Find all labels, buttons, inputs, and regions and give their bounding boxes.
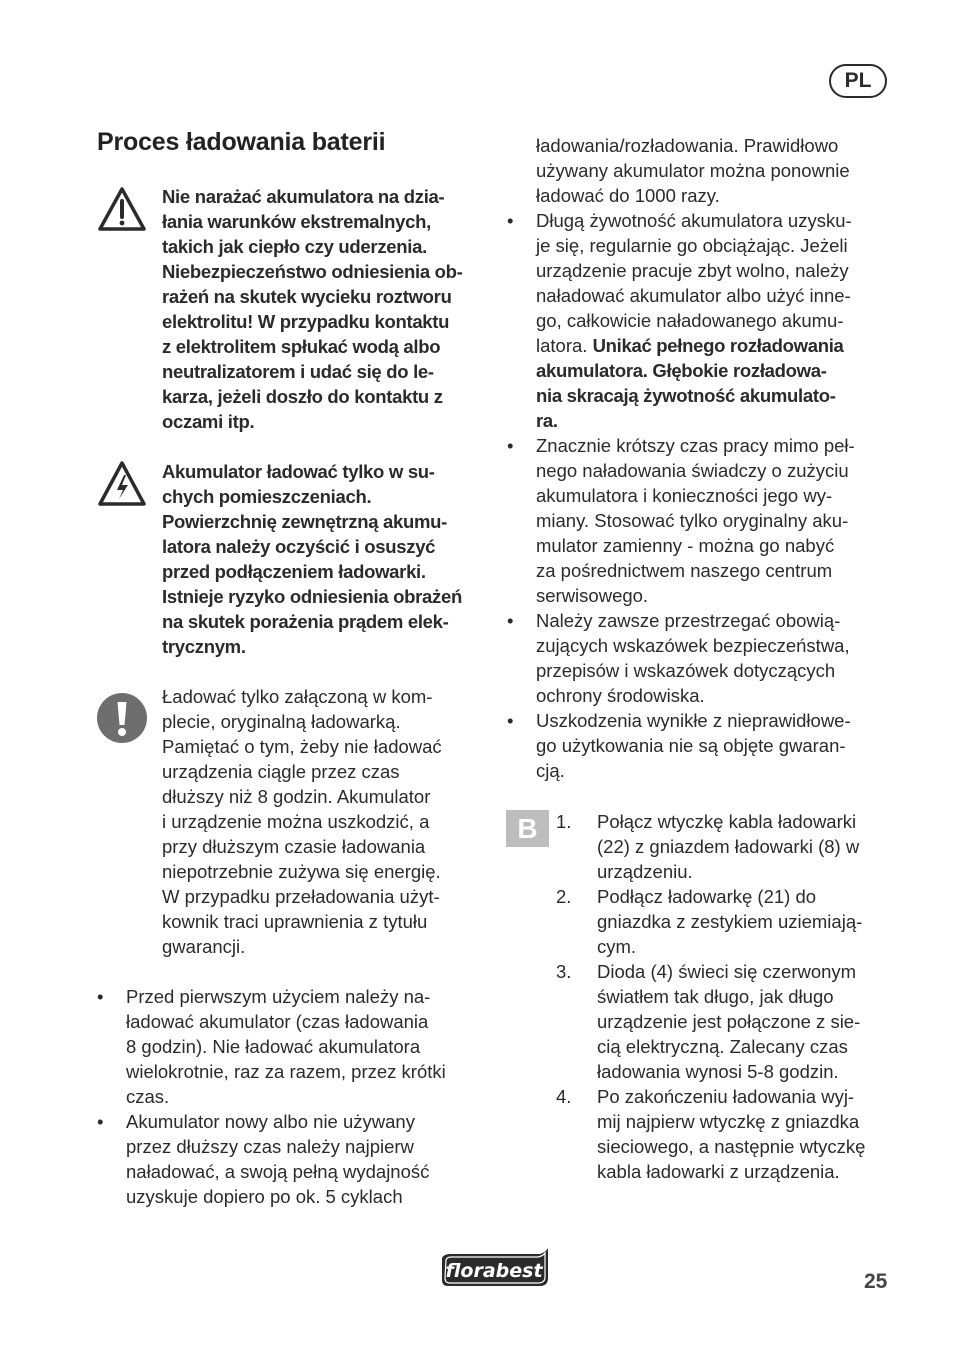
list-item: • Należy zawsze przestrzegać obowią- zujących wskazówek bezpieczeństwa, przepisów i wskazówek dotyczących ochrony środowiska.: [507, 608, 897, 708]
svg-text:florabest: florabest: [445, 1260, 543, 1282]
left-bullet-list: [97, 984, 487, 1209]
step-item: 1. Połącz wtyczkę kabla ładowarki (22) z gniazdem ładowarki (8) w urządzeniu.: [556, 811, 860, 882]
florabest-logo: [438, 1246, 552, 1295]
warning-text-dry-rooms: Akumulator ładować tylko w su- chych pomieszczeniach. Powierzchnię zewnętrzną akumu- latora należy oczyścić i osuszyć przed podłączeniem ładowarki. Istnieje ryzyko odniesienia obrażeń na skutek porażenia prądem elek- trycznym.: [162, 461, 462, 657]
charging-steps-list: [556, 809, 896, 1184]
list-item: • Akumulator nowy albo nie używany przez dłuższy czas należy najpierw naładować, a swoją pełną wydajność uzyskuje dopiero po ok. 5 cyklach: [97, 1109, 487, 1209]
page-title: Proces ładowania baterii: [97, 128, 386, 156]
right-continuation-text: ładowania/rozładowania. Prawidłowo używany akumulator można ponownie ładować do 1000 razy.: [536, 135, 850, 206]
warning-text-extreme-conditions: Nie narażać akumulatora na dzia- łania warunków ekstremalnych, takich jak ciepło czy uderzenia. Niebezpieczeństwo odniesienia ob- rażeń na skutek wycieku roztworu elektrolitu! W przypadku kontaktu z elektrolitem spłukać wodą albo neutralizatorem i udać się do le- karza, jeżeli doszło do kontaktu z oczami itp.: [162, 186, 463, 432]
right-bullet-list: [507, 208, 897, 783]
step-number: 2.: [556, 886, 572, 907]
step-item: 3. Dioda (4) świeci się czerwonym światłem tak długo, jak długo urządzenie jest połączone z sie- cią elektryczną. Zalecany czas ładowania wynosi 5-8 godzin.: [556, 961, 861, 1082]
list-item: • Znacznie krótszy czas pracy mimo peł- nego naładowania świadczy o zużyciu akumulatora i konieczności jego wy- miany. Stosować tylko oryginalny aku- mulator zamienny - można go nabyć za pośrednictwem naszego centrum serwisowego.: [507, 433, 897, 608]
list-item: • Uszkodzenia wynikłe z nieprawidłowe- go użytkowania nie są objęte gwaran- cją.: [507, 708, 897, 783]
electric-hazard-icon: [97, 460, 147, 513]
step-number: 1.: [556, 811, 572, 832]
step-number: 3.: [556, 961, 572, 982]
step-number: 4.: [556, 1086, 572, 1107]
figure-label-badge: B: [506, 810, 549, 847]
step-item: 4. Po zakończeniu ładowania wyj- mij najpierw wtyczkę z gniazdka sieciowego, a następnie wtyczkę kabla ładowarki z urządzenia.: [556, 1086, 866, 1182]
page-number: 25: [864, 1270, 888, 1293]
language-badge: PL: [829, 64, 887, 98]
step-item: 2. Podłącz ładowarkę (21) do gniazdka z zestykiem uziemiają- cym.: [556, 886, 863, 957]
exclamation-circle-icon: [96, 692, 148, 749]
note-text-original-charger: Ładować tylko załączoną w kom- plecie, oryginalną ładowarką. Pamiętać o tym, żeby nie ładować urządzenia ciągle przez czas dłuższy niż 8 godzin. Akumulator i urządzenie można uszkodzić, a przy dłuższym czasie ładowania niepotrzebnie zużywa się energię. W przypadku przeładowania użyt- kownik traci uprawnienia z tytułu gwarancji.: [162, 686, 442, 957]
warning-triangle-icon: [97, 186, 147, 237]
list-item: • Przed pierwszym użyciem należy na- ładować akumulator (czas ładowania 8 godzin). Nie ładować akumulatora wielokrotnie, raz za razem, przez krótki czas.: [97, 984, 487, 1109]
list-item: • Długą żywotność akumulatora uzysku- je się, regularnie go obciążając. Jeżeli urządzenie pracuje zbyt wolno, należy naładować akumulator albo użyć inne- go, całkowicie naładowanego akumu- latora. Unikać pełnego rozładowania akumulatora. Głębokie rozładowa- nia skracają żywotność akumulato- ra.: [507, 208, 897, 433]
